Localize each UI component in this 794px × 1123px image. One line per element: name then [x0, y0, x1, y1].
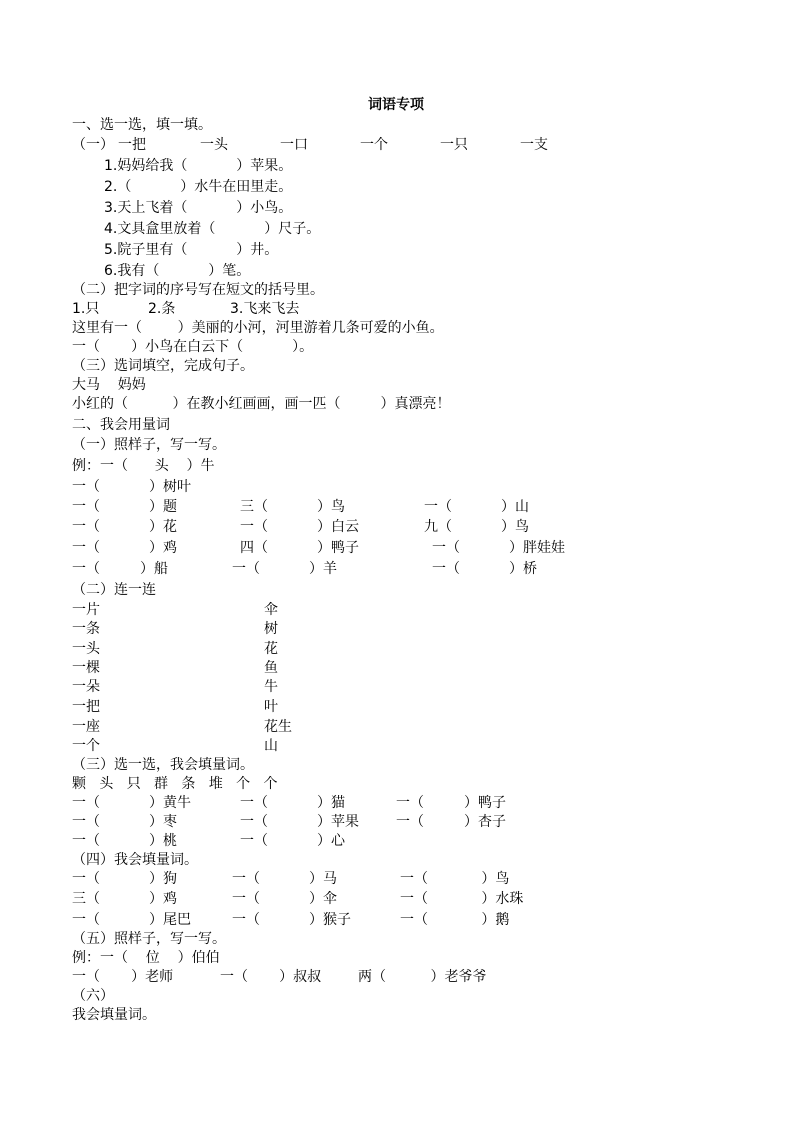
exercise-item: 一（ ）黄牛: [72, 795, 191, 811]
match-left: 一座: [72, 719, 100, 735]
option-word: 1.只: [72, 301, 100, 317]
match-right: 花: [264, 641, 278, 657]
option-word: 一口: [280, 137, 308, 153]
passage-line: 这里有一（ ）美丽的小河，河里游着几条可爱的小鱼。: [72, 320, 444, 336]
part-5-heading: （五）照样子，写一写。: [72, 931, 226, 947]
exercise-item: 一（ ）鸟: [400, 871, 510, 887]
match-right: 伞: [264, 602, 278, 618]
option-words: 大马 妈妈: [72, 377, 146, 393]
example: 例：一（ 头 ）牛: [72, 458, 215, 474]
exercise-item: 一（ ）叔叔: [220, 969, 322, 985]
match-right: 树: [264, 621, 278, 637]
part-3-heading: （三）选一选，我会填量词。: [72, 757, 254, 773]
exercise-item: 一（ ）苹果: [240, 814, 359, 830]
match-right: 叶: [264, 699, 278, 715]
part-3-heading: （三）选词填空，完成句子。: [72, 358, 254, 374]
exercise-item: 一（ ）鸡: [72, 540, 177, 556]
part-2-heading: （二）把字词的序号写在短文的括号里。: [72, 282, 324, 298]
exercise-item: 一（ ）狗: [72, 871, 177, 887]
option-word: 一只: [440, 137, 468, 153]
match-left: 一棵: [72, 660, 100, 676]
match-right: 花生: [264, 719, 292, 735]
exercise-item: 一（ ）羊: [232, 561, 337, 577]
exercise-item: 一（ ）花: [72, 519, 177, 535]
fill-in-item: 3.天上飞着（ ）小鸟。: [104, 200, 293, 216]
fill-in-item: 1.妈妈给我（ ）苹果。: [104, 158, 293, 174]
exercise-item: 三（ ）鸟: [240, 499, 345, 515]
exercise-item: 一（ ）鸭子: [396, 795, 507, 811]
fill-in-item: 6.我有（ ）笔。: [104, 263, 251, 279]
part-6-text: 我会填量词。: [72, 1007, 156, 1023]
option-word: 一支: [520, 137, 548, 153]
option-word: 一个: [360, 137, 388, 153]
match-right: 鱼: [264, 660, 278, 676]
exercise-item: 一（ ）老师: [72, 969, 174, 985]
exercise-item: 一（ ）树叶: [72, 479, 191, 495]
match-left: 一把: [72, 699, 100, 715]
sentence: 小红的（ ）在教小红画画，画一匹（ ）真漂亮！: [72, 396, 451, 412]
section-2-heading: 二、我会用量词: [72, 417, 170, 433]
exercise-item: 一（ ）桃: [72, 833, 177, 849]
fill-in-item: 2.（ ）水牛在田里走。: [104, 179, 293, 195]
part-1-heading: （一）照样子，写一写。: [72, 437, 226, 453]
exercise-item: 一（ ）杏子: [396, 814, 507, 830]
match-left: 一条: [72, 621, 100, 637]
exercise-item: 一（ ）水珠: [400, 891, 524, 907]
exercise-item: 一（ ）猴子: [232, 912, 351, 928]
exercise-item: 四（ ）鸭子: [240, 540, 359, 556]
option-words: 颗 头 只 群 条 堆 个 个: [72, 776, 278, 792]
passage-line: 一（ ）小鸟在白云下（ ）。: [72, 339, 314, 355]
exercise-item: 一（ ）鹅: [400, 912, 510, 928]
fill-in-item: 5.院子里有（ ）井。: [104, 242, 279, 258]
exercise-item: 一（ ）枣: [72, 814, 177, 830]
match-right: 牛: [264, 679, 278, 695]
match-left: 一朵: [72, 679, 100, 695]
exercise-item: 一（ ）猫: [240, 795, 345, 811]
exercise-item: 一（ ）白云: [240, 519, 359, 535]
exercise-item: 一（ ）题: [72, 499, 177, 515]
part-1-label: （一）: [72, 137, 114, 153]
exercise-item: 三（ ）鸡: [72, 891, 177, 907]
exercise-item: 一（ ）山: [424, 499, 529, 515]
section-1-heading: 一、选一选，填一填。: [72, 117, 212, 133]
match-left: 一个: [72, 738, 100, 754]
match-left: 一片: [72, 602, 100, 618]
option-word: 一头: [200, 137, 228, 153]
exercise-item: 一（ ）尾巴: [72, 912, 191, 928]
option-word: 一把: [118, 137, 146, 153]
match-left: 一头: [72, 641, 100, 657]
exercise-item: 九（ ）鸟: [424, 519, 529, 535]
exercise-item: 一（ ）心: [240, 833, 345, 849]
exercise-item: 一（ ）胖娃娃: [432, 540, 565, 556]
example: 例：一（ 位 ）伯伯: [72, 950, 220, 966]
exercise-item: 一（ ）船: [72, 561, 169, 577]
option-word: 3.飞来飞去: [230, 301, 300, 317]
exercise-item: 一（ ）伞: [232, 891, 337, 907]
exercise-item: 两（ ）老爷爷: [358, 969, 487, 985]
part-4-heading: （四）我会填量词。: [72, 852, 198, 868]
exercise-item: 一（ ）桥: [432, 561, 537, 577]
part-6-heading: （六）: [72, 988, 114, 1004]
page-title: 词语专项: [368, 97, 424, 113]
option-word: 2.条: [148, 301, 176, 317]
fill-in-item: 4.文具盒里放着（ ）尺子。: [104, 221, 321, 237]
exercise-item: 一（ ）马: [232, 871, 337, 887]
part-2-heading: （二）连一连: [72, 582, 156, 598]
match-right: 山: [264, 738, 278, 754]
